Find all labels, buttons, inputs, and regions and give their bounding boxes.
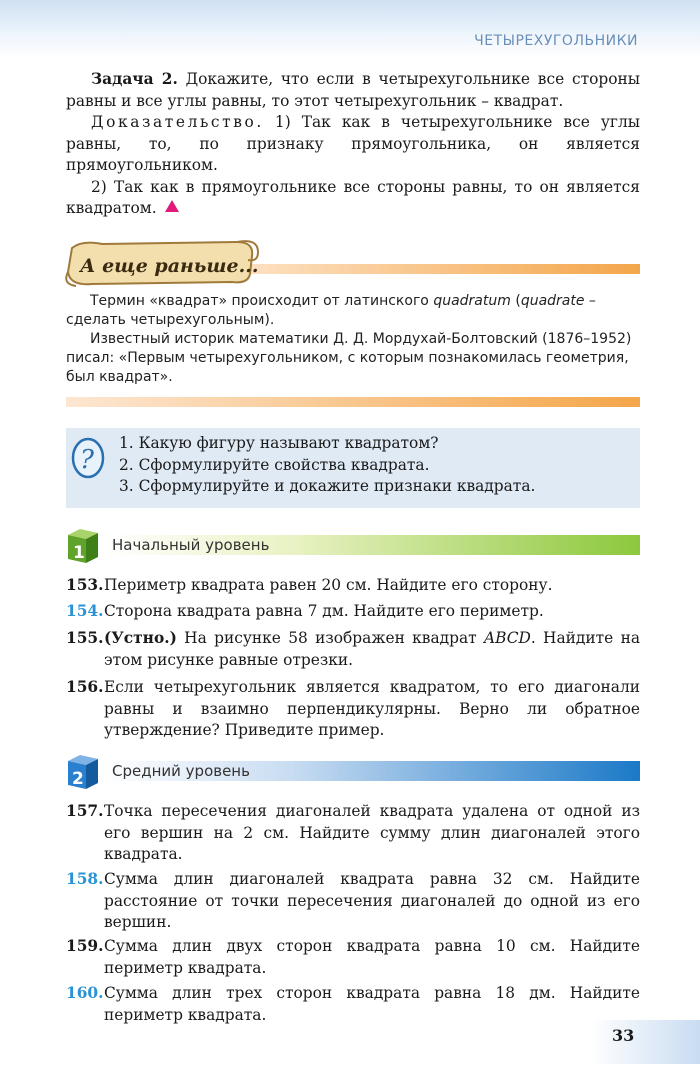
end-of-proof-icon [165,200,179,212]
question-mark-icon [70,436,106,480]
level-2-label: Средний уровень [112,762,250,780]
question-item: 3. Сформулируйте и докажите признаки квадрата. [119,477,536,495]
level-2-number: 2 [72,769,84,789]
scroll-banner-icon [62,236,262,288]
problem-155: 155. (Устно.) На рисунке 58 изображен квадрат ABCD. Найдите на этом рисунке равные отрезки. [66,629,640,669]
problem-157: 157. Точка пересечения диагоналей квадрата удалена от одной из его вершин на 2 см. Найдите сумму длин диагоналей этого квадрата. [66,802,640,863]
problem-154: 154. Сторона квадрата равна 7 дм. Найдите его периметр. [66,602,544,620]
task2-statement: Докажите, что если в четырехугольнике все стороны равны и все углы равны, то этот четырехугольник – квадрат. [66,70,640,110]
header-band [0,0,700,58]
proof-step-2: 2) Так как в прямоугольнике все стороны равны, то он является квадратом. [66,177,640,217]
page-number-band [590,1020,700,1064]
task2-block [66,69,640,220]
problem-159: 159. Сумма длин двух сторон квадрата равна 10 см. Найдите периметр квадрата. [66,937,640,977]
history-banner-text: А еще раньше... [80,255,259,277]
problem-160: 160. Сумма длин трех сторон квадрата равна 18 дм. Найдите периметр квадрата. [66,984,640,1024]
task2-label: Задача 2. [91,70,178,88]
level-1-label: Начальный уровень [112,536,270,554]
history-bottom-line [66,397,640,407]
problem-158: 158. Сумма длин диагоналей квадрата равна 32 см. Найдите расстояние от точки пересечения диагоналей до одной из его вершин. [66,870,640,931]
page-number: 33 [612,1026,635,1045]
proof-step-1: 1) Так как в четырехугольнике все углы равны, то, по признаку прямоугольника, он является прямоугольником. [66,113,640,174]
level-1-cube-icon [64,527,100,565]
svg-text:?: ? [80,445,94,475]
history-top-line [230,264,640,274]
questions-list [119,433,629,498]
question-item: 2. Сформулируйте свойства квадрата. [119,455,430,474]
running-head: ЧЕТЫРЕХУГОЛЬНИКИ [474,33,638,49]
history-text: Термин «квадрат» происходит от латинского quadratum (quadrate – сделать четырехугольным). Известный историк математики Д. Д. Мордухай-Болтовский (1876–1952) писал: «Первым четырехугольником, с которым познакомилась геометрия, был квадрат». [66,292,640,387]
level-1-number: 1 [73,543,85,563]
history-paragraph-2: Известный историк математики Д. Д. Мордухай-Болтовский (1876–1952) писал: «Первым четырехугольником, с которым познакомилась геометрия, был квадрат». [66,331,632,385]
question-item: 1. Какую фигуру называют квадратом? [119,434,439,452]
problem-153: 153. Периметр квадрата равен 20 см. Найдите его сторону. [66,576,553,594]
problem-156: 156. Если четырехугольник является квадратом, то его диагонали равны и взаимно перпендикулярны. Верно ли обратное утверждение? Приведите пример. [66,678,640,739]
proof-label: Доказательство. [91,113,264,131]
level-2-cube-icon [64,753,100,791]
